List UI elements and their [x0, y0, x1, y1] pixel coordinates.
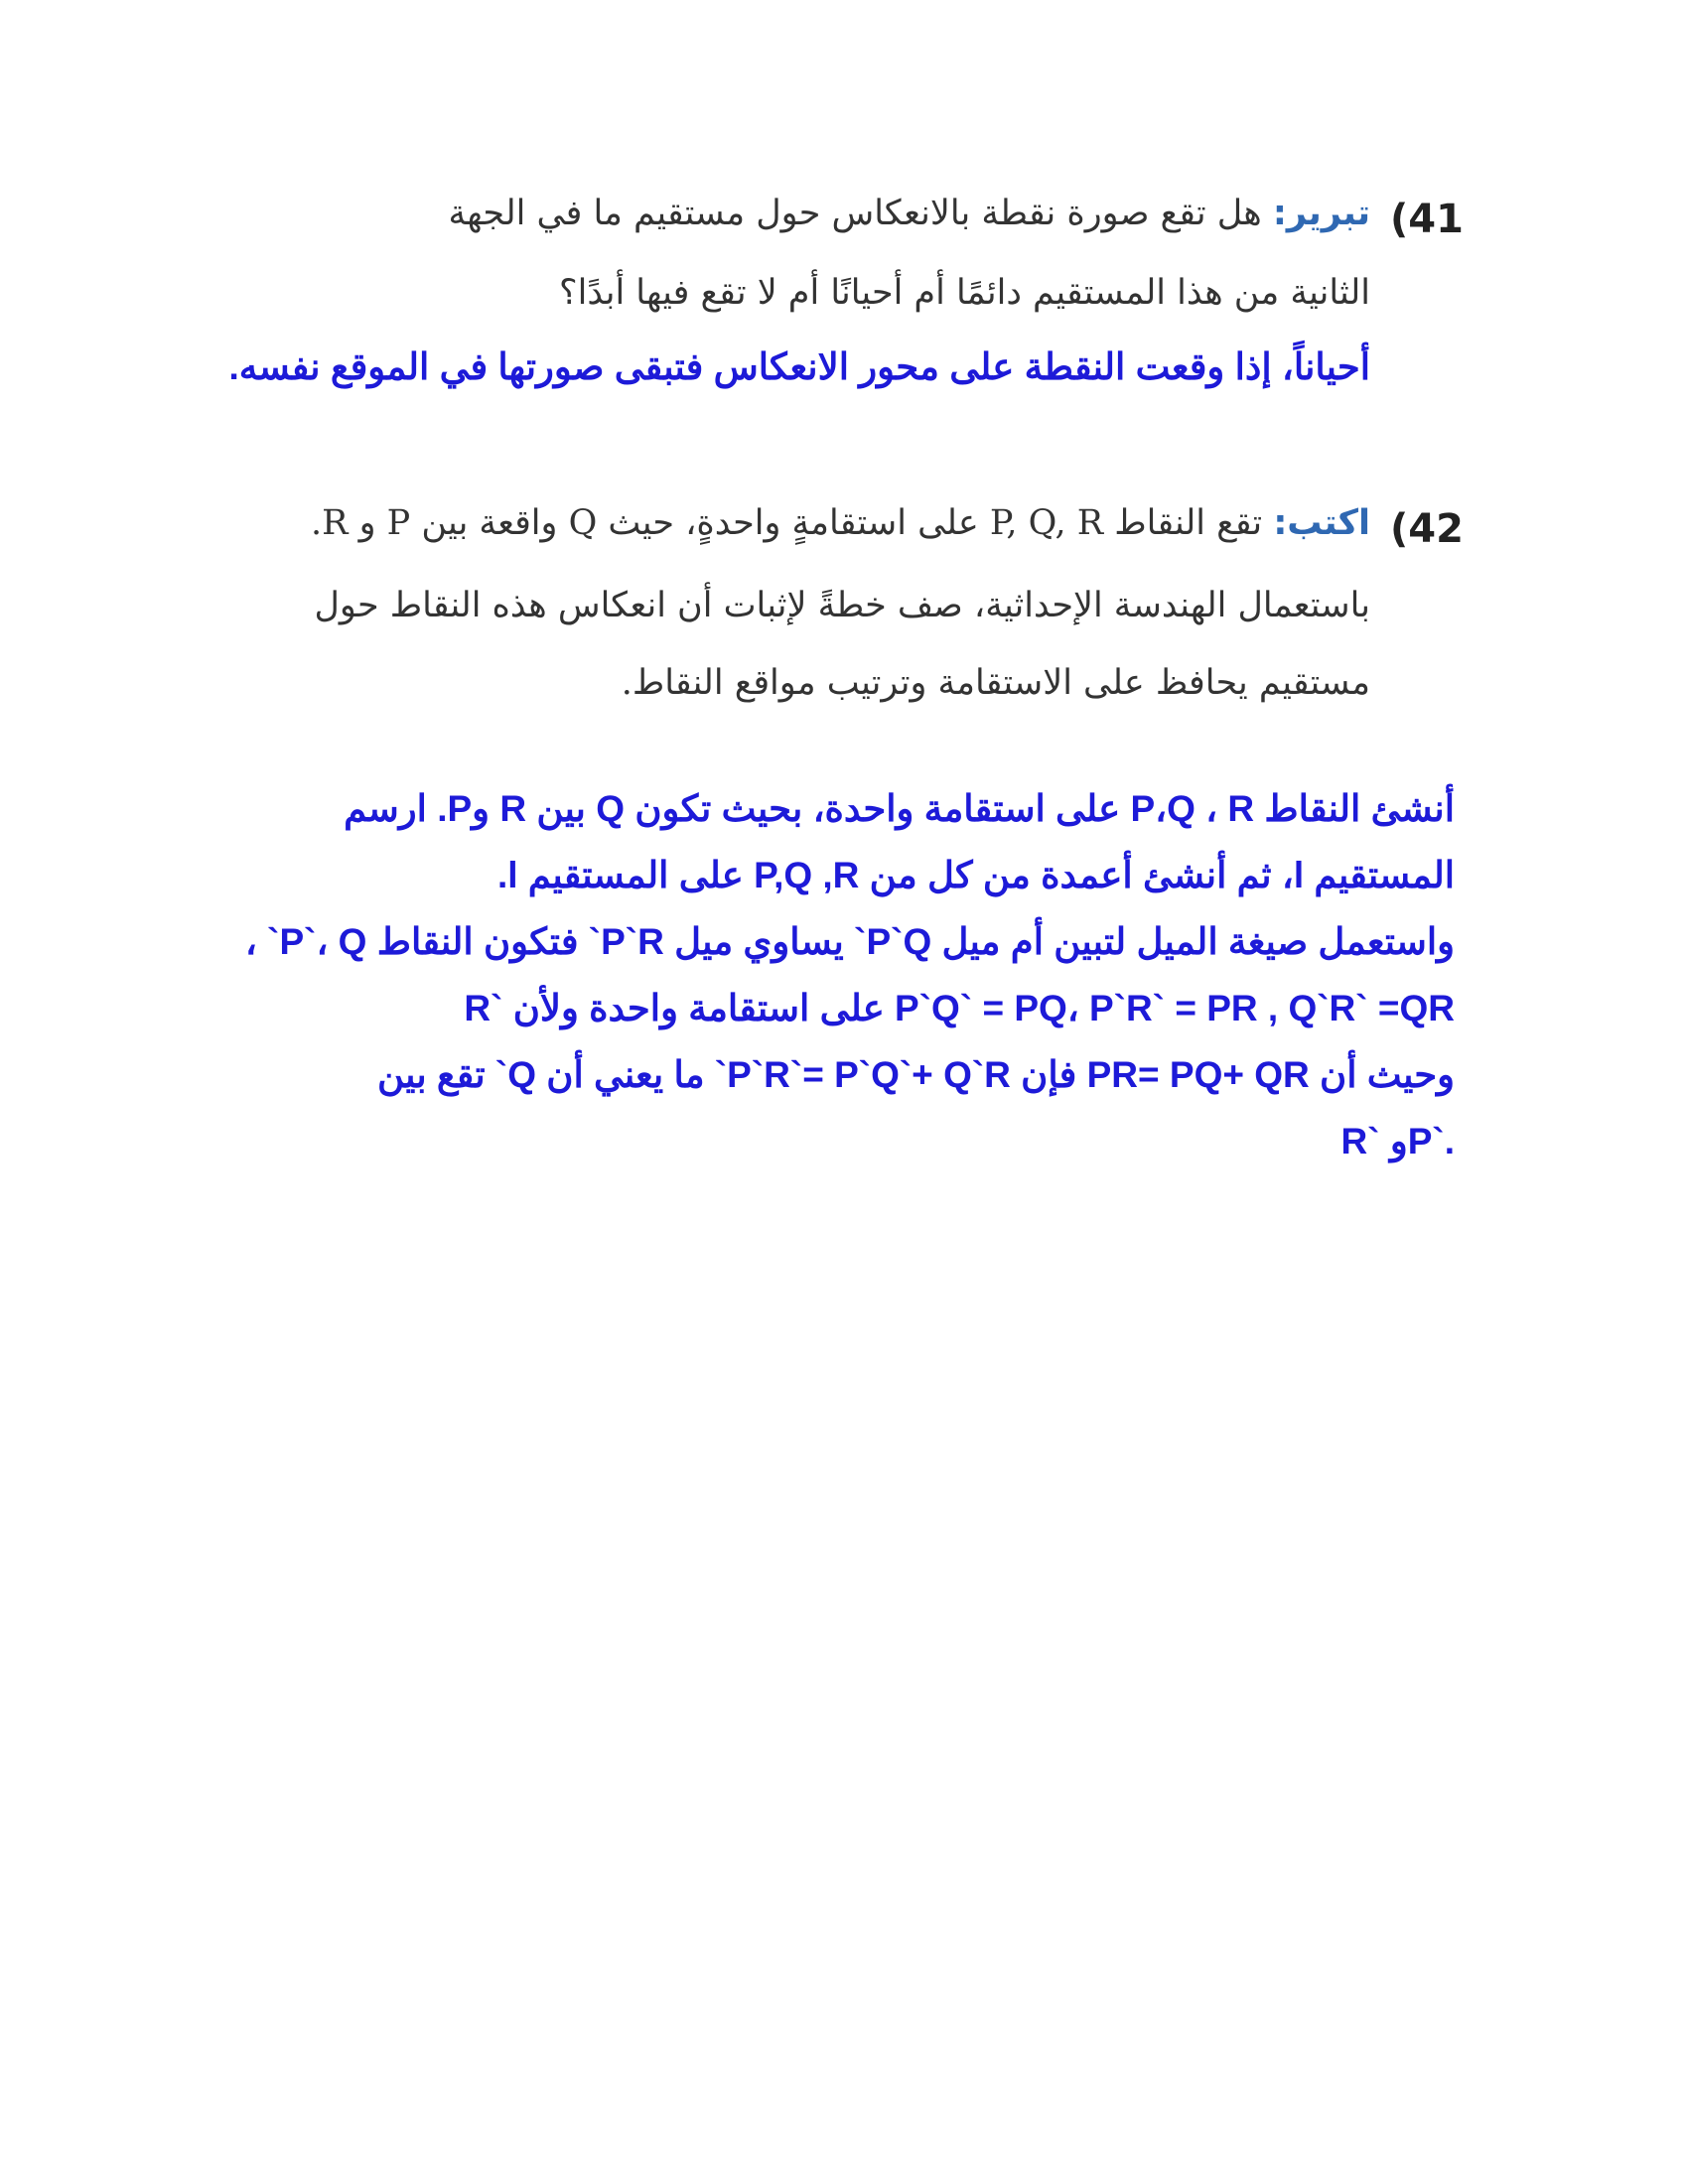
question-42-label: اكتب:: [1273, 503, 1370, 543]
answer-42-line-5: وحيث أن PR= PQ+ QR فإن P`R`= P`Q`+ Q`R` ما يعني أن Q` تقع بين: [377, 1054, 1455, 1095]
answer-42-line-3: واستعمل صيغة الميل لتبين أم ميل P`Q` يساوي ميل P`R` فتكون النقاط P`، Q` ،: [244, 921, 1455, 962]
answer-42-line-2: المستقيم l، ثم أنشئ أعمدة من كل من P,Q ,R على المستقيم l.: [496, 855, 1455, 895]
question-42-text-2: باستعمال الهندسة الإحداثية، صف خطةً لإثبات أن انعكاس هذه النقاط حول: [314, 586, 1370, 625]
question-41-line-2: [559, 273, 1370, 313]
question-42-text-1: تقع النقاط P, Q, R على استقامةٍ واحدةٍ، حيث Q واقعة بين P و R.: [311, 503, 1263, 543]
question-42-line-1: [311, 503, 1370, 543]
answer-41: أحياناً، إذا وقعت النقطة على محور الانعكاس فتبقى صورتها في الموقع نفسه.: [228, 346, 1370, 387]
answer-42-line-4: R` على استقامة واحدة ولأن P`Q` = PQ، P`R` = PR , Q`R` =QR: [464, 988, 1455, 1028]
question-42-line-2: [314, 586, 1370, 625]
question-41-line-1: [448, 194, 1370, 233]
question-41-text-1: هل تقع صورة نقطة بالانعكاس حول مستقيم ما في الجهة: [448, 194, 1262, 233]
question-42-number: (42: [1390, 506, 1464, 552]
question-42-text-3: مستقيم يحافظ على الاستقامة وترتيب مواقع النقاط.: [621, 663, 1370, 703]
question-41-number: (41: [1390, 197, 1464, 242]
question-41-text-2: الثانية من هذا المستقيم دائمًا أم أحيانًا أم لا تقع فيها أبدًا؟: [559, 273, 1370, 313]
question-42-line-3: [622, 663, 1370, 703]
answer-42-line-6: R` وP`.: [1340, 1121, 1455, 1161]
answer-42-line-1: أنشئ النقاط P،Q ، R على استقامة واحدة، بحيث تكون Q بين R وP. ارسم: [344, 788, 1455, 829]
question-41-label: تبرير:: [1272, 194, 1370, 233]
